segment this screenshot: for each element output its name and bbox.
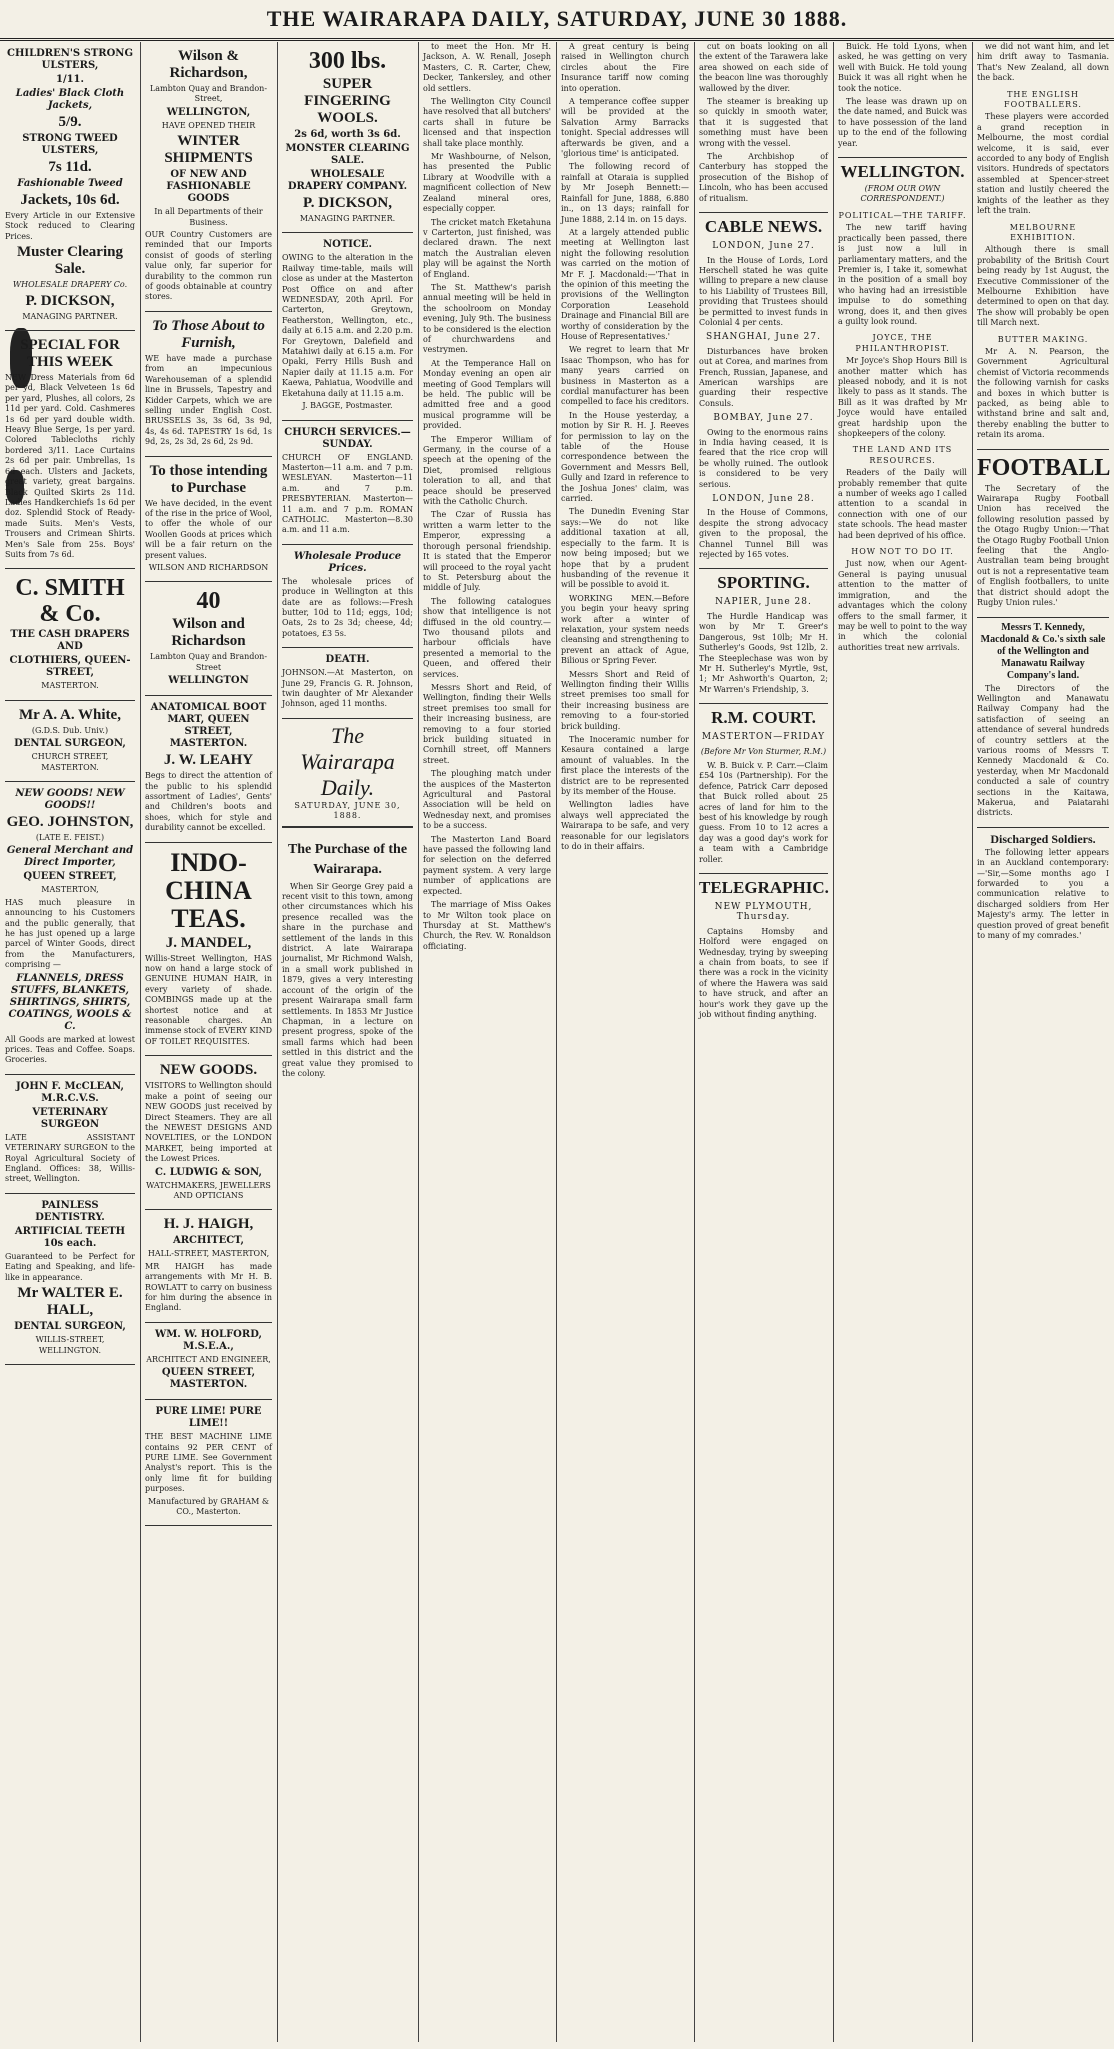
- section-heading-cable: CABLE NEWS.: [699, 212, 828, 237]
- article-paragraph: The Hurdle Handicap was won by Mr T. Greer's Dangerous, 9st 10lb; Mr H. Sutherley's Goods, 9st 12lb, 2. The Steeplechase was won by Mr H. Sutherley's Myrtle, 9st, 1; Mr Ashworth's Quarton, 2; Mr Warren's Friendship, 3.: [699, 611, 828, 694]
- article-paragraph: WORKING MEN.—Before you begin your heavy spring work after a winter of relaxation, your system needs cleansing and strengthening to prevent an attack of Ague, Bilious or Spring Fever.: [561, 593, 689, 666]
- article-paragraph: Messrs Short and Reid of Wellington finding their Willis street premises too small for their increasing business are removing to a four-storied brick building.: [561, 669, 689, 731]
- ad-line: QUEEN STREET,: [23, 871, 117, 883]
- ad-leahy: [145, 696, 272, 842]
- ad-line: CHURCH STREET, MASTERTON.: [31, 752, 109, 772]
- article-paragraph: The Secretary of the Wairarapa Rugby Football Union has received the following resolution passed by the Otago Rugby Union:—'That the Otago Rugby Football Union feeling that the Anglo-Australian team being brought out is not a representative team of English footballers, to unite that district should adopt the Rugby Union rules.': [977, 483, 1109, 608]
- ad-name: J. W. LEAHY: [163, 752, 254, 769]
- ad-body: CHURCH OF ENGLAND. Masterton—11 a.m. and 7 p.m. WESLEYAN. Masterton—11 a.m. and 7 p.m. PRESBYTERIAN. Masterton—11 a.m. and 7 p.m. ROMAN CATHOLIC. Masterton—8.30 a.m. and 11 a.m.: [282, 452, 413, 535]
- dateline: SHANGHAI, June 27.: [706, 332, 821, 343]
- ad-line: HAVE OPENED THEIR: [161, 120, 256, 130]
- ad-body: LATE ASSISTANT VETERINARY SURGEON to the Royal Agricultural Society of England. Offices: 38, Willis-street, Wellington.: [5, 1132, 135, 1184]
- column-4: [418, 42, 556, 2042]
- subsection-heading: JOYCE, THE PHILANTHROPIST.: [855, 333, 950, 353]
- article-paragraph: Owing to the enormous rains in India having ceased, it is feared that the rice crop will be wholly ruined. The outlook is considered to be very serious.: [699, 427, 828, 489]
- ad-name: H. J. HAIGH,: [163, 1216, 254, 1233]
- article-paragraph: The St. Matthew's parish annual meeting will be held in the schoolroom on Monday evening, July 9th. The business to be considered is the election of churchwardens and vestrymen.: [423, 282, 551, 355]
- price: Jackets, 10s 6d.: [20, 192, 120, 208]
- ad-addr: QUEEN STREET, MASTERTON.: [161, 1367, 256, 1391]
- ad-body: OUR Country Customers are reminded that our Imports consist of goods of sterling value only, far superior for durability to the common run of goods obtainable at country stores.: [145, 230, 272, 302]
- section-heading-sporting: SPORTING.: [699, 568, 828, 593]
- ad-title: CHILDREN'S STRONG ULSTERS,: [7, 48, 133, 71]
- ad-body: HAS much pleasure in announcing to his Customers and the public generally, that he has just opened up a large parcel of Winter Goods, direct from the Manufacturers, comprising —: [5, 897, 135, 970]
- subsection-heading: BUTTER MAKING.: [997, 334, 1089, 344]
- article-paragraph: Buick. He told Lyons, when asked, he was getting on very well with Buick. He told young Buick it was all right when he took the notice.: [838, 42, 967, 93]
- article-paragraph: Captains Homsby and Holford were engaged on Wednesday, trying by sweeping a chain from boats, to see if there was a rock in the vicinity of where the Hawera was said to have struck, and after an hour's work they gave up the job without finding anything.: [699, 926, 828, 1020]
- ad-body: Every Article in our Extensive Stock reduced to Clearing Prices.: [5, 211, 135, 241]
- column-1: [0, 42, 140, 2042]
- ad-role: WATCHMAKERS, JEWELLERS AND OPTICIANS: [146, 1180, 271, 1200]
- court-judge: (Before Mr Von Sturmer, R.M.): [700, 746, 827, 756]
- ad-sale: MONSTER CLEARING SALE.: [285, 143, 410, 166]
- ad-name: P. DICKSON,: [25, 292, 115, 309]
- article-paragraph: The Wellington City Council have resolved that all butchers' carts shall in future be licensed and that inspection shall take place monthly.: [423, 97, 551, 148]
- article-paragraph: The steamer is breaking up so quickly in smooth water, that it is suggested that something must have been wrong with the vessel.: [699, 97, 828, 148]
- ad-big-number: 40: [196, 588, 221, 615]
- ad-name: JOHN F. McCLEAN, M.R.C.V.S.: [15, 1080, 125, 1104]
- section-heading-telegraphic: TELEGRAPHIC.: [699, 873, 828, 898]
- article-paragraph: The Dunedin Evening Star says:—We do not like additional taxation at all, especially to the farm. It is now being imposed; but we hope that by a prudent husbanding of the revenue it will be possible to avoid it.: [561, 507, 689, 590]
- ad-title: SPECIAL FOR THIS WEEK: [20, 337, 120, 371]
- subsection-heading: THE ENGLISH FOOTBALLERS.: [1004, 89, 1082, 110]
- ad-title: CHURCH SERVICES.—SUNDAY.: [284, 426, 411, 450]
- paper-title: The Wairarapa Daily.: [300, 722, 395, 800]
- section-heading-wellington: WELLINGTON.: [838, 157, 967, 182]
- ad-town: WELLINGTON: [168, 675, 249, 687]
- article-paragraph: Mr Joyce's Shop Hours Bill is another matter which has pleased nobody, and it is not likely to pass as it stands. The Bill as it was drafted by Mr Joyce would have entailed great hardship upon the shopkeepers of the colony.: [838, 356, 967, 438]
- leader-body: When Sir George Grey paid a recent visit to this town, among other circumstances which his presence recalled was the share in the purchase and settlement of the lands in this district. A late Wairarapa journalist, Mr Richmond Walsh, in a small work published in 1879, gives a very interesting account of the origin of the present Wairarapa small farm settlements. In 1853 Mr Justice Chapman, in a lecture on present progress, spoke of the small farms which had been settled in this district and the great value they promised to the colony.: [282, 881, 413, 1078]
- ad-title: INDO-CHINA TEAS.: [165, 847, 252, 933]
- article-paragraph: Wellington ladies have always well appreciated the Wairarapa to be safe, and very reasonable for our legislators to do in their affairs.: [561, 800, 689, 852]
- ad-white-dentist: [5, 701, 135, 782]
- ad-name: Wilson and Richardson: [171, 616, 246, 650]
- ad-title: NOTICE.: [322, 239, 373, 251]
- column-5: [556, 42, 694, 2042]
- dateline: NAPIER, June 28.: [715, 597, 812, 608]
- ad-title: To those intending to Purchase: [149, 462, 268, 496]
- ad-line: WINTER SHIPMENTS: [164, 133, 253, 167]
- subsection-heading: MELBOURNE EXHIBITION.: [1009, 222, 1077, 242]
- column-6: [694, 42, 833, 2042]
- notice-death: [282, 648, 413, 719]
- ad-firm: WHOLESALE DRAPERY Co.: [12, 280, 128, 290]
- ad-title: PAINLESS DENTISTRY.: [35, 1199, 105, 1223]
- dateline: NEW PLYMOUTH, Thursday.: [714, 902, 813, 923]
- ad-title: 300 lbs.: [308, 48, 387, 74]
- ad-addr: WILLIS-STREET, WELLINGTON.: [35, 1335, 105, 1355]
- dateline: MASTERTON—FRIDAY: [701, 732, 826, 743]
- article-paragraph: Mr Washbourne, of Nelson, has presented the Public Library at Woodville with a magnificent collection of New Zealand mineral ores, especially copper.: [423, 152, 551, 214]
- ad-line: Fashionable Tweed: [17, 178, 123, 189]
- ad-role: DENTAL SURGEON,: [14, 1321, 126, 1333]
- article-paragraph: Disturbances have broken out at Corea, and marines from French, Russian, Japanese, and American warships are guarding their respective Consuls.: [699, 346, 828, 408]
- article-paragraph: The new tariff having practically been passed, there is just now a lull in parliamentary matters, and the Premier is, I take it, somewhat in the position of a small boy who having had an irresistible impulse to do something wrong, does it, and then gives a guilty look round.: [838, 223, 967, 326]
- ad-role: MANAGING PARTNER.: [22, 311, 118, 321]
- column-2: [140, 42, 277, 2042]
- ad-body: THE BEST MACHINE LIME contains 92 PER CENT of PURE LIME. See Government Analyst's report. This is the only lime fit for building purposes.: [145, 1432, 272, 1494]
- price: 5/9.: [58, 114, 82, 130]
- article-paragraph: The following letter appears in an Auckland contemporary:—'Sir,—Some months ago I forwarded to you a communication relative to discharged soldiers from Her Majesty's army. The letter in question proved of great benefit to many of my comrades.': [977, 847, 1109, 941]
- price: 1/11.: [55, 74, 84, 85]
- ad-name: J. MANDEL,: [165, 934, 252, 951]
- ad-body: JOHNSON.—At Masterton, on June 29, Francis G. R. Johnson, twin daughter of Mr Alexander Johnson, aged 11 months.: [282, 668, 413, 709]
- leader-title: The Purchase of the Wairarapa.: [287, 841, 408, 877]
- ad-sub: (LATE E. FEIST.): [35, 832, 105, 842]
- ad-line: (G.D.S. Dub. Univ.): [31, 725, 109, 735]
- ad-body: NEW Dress Materials from 6d per yd, Black Velveteen 1s 6d per yard, Plushes, all colors, 2s 11d per yard. Cold. Cashmeres 1s 6d per yard double width. Heavy Blue Serge, 1s per yard. Colored Tablecloths richly bordered 3/11. Lace Curtains 2s 6d per pair. Umbrellas, 1s 6d each. Ulsters and Jackets, great variety, great bargains. Black Quilted Skirts 2s 11d. Ladies Handkerchiefs 1s 6d per doz. Splendid Stock of Ready-made Suits. Men's Vests, Trousers and Crimean Shirts. Men's Sale from 25s. Boys' Suits from 7s 6d.: [5, 373, 135, 559]
- ad-addr: Lambton Quay and Brandon-Street: [149, 652, 268, 672]
- subsection-heading: POLITICAL—THE TARIFF.: [838, 210, 967, 220]
- ad-church-services: [282, 421, 413, 545]
- ad-smith: [5, 569, 135, 700]
- article-paragraph: The Inoceramic number for Kesaura contained a large amount of valuables. In the first place the interests of the district are to be represented by its member of the House.: [561, 735, 689, 797]
- subsection-heading: HOW NOT TO DO IT.: [851, 547, 954, 557]
- ad-line: THE CASH DRAPERS AND: [10, 629, 130, 653]
- article-paragraph: In the House of Lords, Lord Herschell stated he was quite willing to prepare a new clause to his Liability of Trustees Bill, providing that Trustees should be permitted to invest funds in Colonial 4 per cents.: [699, 255, 828, 327]
- article-paragraph: These players were accorded a grand reception in Melbourne, the most cordial welcome, it is said, ever accorded to any body of English visitors. Hundreds of spectators assembled at Spencer-street station and lustily cheered the knights of the leather as they left the train.: [977, 112, 1109, 216]
- ad-fingering-wools: [282, 42, 413, 233]
- ad-title: DEATH.: [325, 654, 370, 666]
- section-heading-football: FOOTBALL: [977, 449, 1109, 482]
- ad-new-goods: [145, 1056, 272, 1210]
- section-heading-soldiers: Discharged Soldiers.: [977, 827, 1109, 846]
- ad-list: FLANNELS, DRESS STUFFS, BLANKETS, SHIRTINGS, SHIRTS, COATINGS, WOOLS & C.: [8, 972, 132, 1032]
- ad-line: VETERINARY SURGEON: [32, 1106, 108, 1130]
- article-paragraph: to meet the Hon. Mr H. Jackson, A. W. Renall, Joseph Masters, C. R. Carter, Chew, Decker, Tankersley, and other old settlers.: [423, 42, 551, 93]
- ad-line: MASTERTON,: [41, 885, 99, 895]
- ad-name: Wilson & Richardson,: [169, 48, 248, 81]
- ad-holford: [145, 1323, 272, 1400]
- section-heading-railway: Messrs T. Kennedy, Macdonald & Co.'s sixth sale of the Wellington and Manawatu Railway Company's land.: [977, 617, 1109, 682]
- paper-date: SATURDAY, JUNE 30, 1888.: [294, 800, 401, 821]
- article-paragraph: The marriage of Miss Oakes to Mr Wilton took place on Thursday at St. Matthew's Church, the Rev. W. Ronaldson officiating.: [423, 900, 551, 951]
- ad-name: C. SMITH & Co.: [15, 575, 125, 628]
- ad-line: OF NEW AND FASHIONABLE GOODS: [166, 169, 251, 205]
- ad-haigh: [145, 1210, 272, 1322]
- column-8: [972, 42, 1114, 2042]
- ad-sale: Muster Clearing Sale.: [17, 244, 123, 278]
- masthead-title: THE WAIRARAPA DAILY, SATURDAY, JUNE 30 1888.: [266, 6, 848, 31]
- article-paragraph: The Directors of the Wellington and Manawatu Railway Company had the satisfaction of seeing an attendance of several hundreds of country settlers at the various rooms of Messrs T. Kennedy Macdonald & Co. yesterday, when Mr Macdonald conducted a sale of country sections in the Kaitawa, Makerua, and Paiatarahi districts.: [977, 683, 1109, 818]
- article-paragraph: The following catalogues show that intelligence is not diffused in the old country.—Two thousand pilots and harbour officials have presented a memorial to the Queen, and offered their services.: [423, 596, 551, 679]
- ad-name: C. LUDWIG & SON,: [155, 1166, 262, 1178]
- ad-hall-dentist: [5, 1194, 135, 1365]
- ad-sign: J. BAGGE, Postmaster.: [302, 401, 393, 411]
- ad-body: Willis-Street Wellington, HAS now on hand a large stock of GENUINE HUMAN HAIR, in every variety of shade. COMBINGS made up at the shortest notice and at reasonable charges. An immense stock of EVERY KIND OF TOILET REQUISITES.: [145, 953, 272, 1046]
- article-paragraph: Readers of the Daily will probably remember that quite a number of weeks ago I called attention to a scandal in connection with one of our state schools. The head master had been deprived of his office.: [838, 468, 967, 540]
- dateline: BOMBAY, June 27.: [713, 413, 814, 424]
- ad-body: OWING to the alteration in the Railway time-table, mails will close as under at the Masterton Post Office on and after WEDNESDAY, 20th April. For Carterton, Greytown, Featherston, Wellington, etc., daily at 6.15 a.m. and 2.20 p.m. For Greytown, Dalefield and Matahiwi daily at 6.15 a.m. For Opaki, Ferry Hills Bush and Napier daily at 11.15 a.m. For Kaewa, Pahiatua, Woodville and Eketahuna daily at 11.15 a.m.: [282, 253, 413, 398]
- section-subheading: (FROM OUR OWN CORRESPONDENT.): [860, 184, 945, 204]
- ad-wilson-richardson: [145, 42, 272, 312]
- ad-line: STRONG TWEED ULSTERS,: [22, 133, 118, 156]
- article-paragraph: In the House yesterday, a motion by Sir R. H. J. Reeves for permission to lay on the table of the House correspondence between the Government and Messrs Bell, Gully and Izard in reference to the Joshua Jones' claim, was carried.: [561, 410, 689, 504]
- subsection-heading: THE LAND AND ITS RESOURCES.: [852, 445, 953, 465]
- ad-produce-prices: [282, 545, 413, 648]
- ad-title: To Those About to Furnish,: [152, 317, 265, 351]
- ad-body: VISITORS to Wellington should make a point of seeing our NEW GOODS just received by Direct Steamers. They are all the NEWEST DESIGNS AND NOVELTIES, or the LONDON MARKET, being imported at the Lowest Prices.: [145, 1081, 272, 1164]
- article-paragraph: we did not want him, and let him drift away to Tasmania. That's New Zealand, all down the back.: [977, 42, 1109, 83]
- ad-role: ARCHITECT AND ENGINEER,: [146, 1354, 271, 1364]
- ad-title: PURE LIME! PURE LIME!!: [155, 1406, 262, 1430]
- article-paragraph: At a largely attended public meeting at Wellington last night the following resolution was carried on the motion of Mr F. J. Macdonald:—'That in the opinion of this meeting the provisions of the Wellington Corporation Leasehold Drainage and Financial Bill are worthy of consideration by the House of Representatives.': [561, 227, 689, 341]
- ad-title: ANATOMICAL BOOT MART, QUEEN STREET, MASTERTON.: [150, 702, 267, 750]
- article-paragraph: In the House of Commons, despite the strong advocacy given to the proposal, the Channel Tunnel Bill was rejected by 165 votes.: [699, 508, 828, 560]
- dateline: LONDON, June 28.: [712, 494, 815, 505]
- price: 2s 6d, worth 3s 6d.: [294, 129, 401, 140]
- ad-body: We have decided, in the event of the rise in the price of Wool, to offer the whole of our Woollen Goods at prices which will be a fair return on the present values.: [145, 498, 272, 560]
- ad-body: Guaranteed to be Perfect for Eating and Speaking, and life-like in appearance.: [5, 1251, 135, 1282]
- section-heading-court: R.M. COURT.: [699, 703, 828, 728]
- article-paragraph: W. B. Buick v. P. Carr.—Claim £54 10s (Partnership). For the defence, Patrick Carr deposed that Buick rolled about 25 acres of land for him to the best of his knowledge by rough guess. From 10 to 12 acres a day was a good day's work for a team with a Cambridge roller.: [699, 760, 828, 864]
- ad-indo-china-teas: [145, 843, 272, 1057]
- article-paragraph: The Czar of Russia has written a warm letter to the Emperor, expressing a thorough personal friendship. It is stated that the Emperor will proceed to the royal yacht to St. Petersburg about the middle of July.: [423, 510, 551, 593]
- ad-sub: SUPER FINGERING WOOLS.: [304, 76, 391, 126]
- ad-body: Begs to direct the attention of the public to his splendid assortment of Ladies', Gents' and Children's boots and shoes, which for style and durability cannot be excelled.: [145, 771, 272, 833]
- ad-line: WILSON AND RICHARDSON: [148, 562, 269, 572]
- ad-line: MASTERTON.: [41, 681, 99, 691]
- ad-name: Manufactured by GRAHAM & CO., Masterton.: [147, 1496, 270, 1517]
- ad-body: MR HAIGH has made arrangements with Mr H. B. ROWLATT to carry on business for him during the absence in England.: [145, 1261, 272, 1313]
- column-7: [833, 42, 972, 2042]
- article-paragraph: The Emperor William of Germany, in the course of a speech at the opening of the Diet, promised religious toleration to all, and that peace should be preserved with the Catholic Church.: [423, 434, 551, 507]
- ad-body: WE have made a purchase from an impecunious Warehouseman of a splendid line in Brussels, Tapestry and Kidder Carpets, which we are selling under English Cost. BRUSSELS 3s, 3s 6d, 3s 9d, 4s, 4s 6d. TAPESTRY 1s 6d, 1s 9d, 2s, 2s 3d, 2s 6d, 2s 9d.: [145, 353, 272, 447]
- ad-mcclean: [5, 1075, 135, 1194]
- article-paragraph: A temperance coffee supper will be provided at the Salvation Army Barracks tonight. Special addresses will afterwards be given, and a 'glorious time' is anticipated.: [561, 97, 689, 159]
- ad-line: CLOTHIERS, QUEEN-STREET,: [9, 655, 131, 679]
- article-paragraph: The Archbishop of Canterbury has stopped the prosecution of the Bishop of Lincoln, who has been accused of ritualism.: [699, 152, 828, 203]
- ad-body: The wholesale prices of produce in Wellington at this date are as follows:—Fresh butter, 10d to 11d; eggs, 10d; Oats, 2s to 2s 3d; cheese, 4d; potatoes, £3 5s.: [282, 576, 413, 638]
- article-paragraph: The cricket match Eketahuna v Carterton, just finished, was declared drawn. The next match the Australian eleven play will be against the North of England.: [423, 217, 551, 279]
- article-paragraph: We regret to learn that Mr Isaac Thompson, who has for many years carried on business in Masterton as a cordial manufacturer has been compelled to face his creditors.: [561, 345, 689, 407]
- ad-special-week: [5, 331, 135, 569]
- ad-name: GEO. JOHNSTON,: [6, 813, 134, 830]
- ad-title: NEW GOODS! NEW GOODS!!: [15, 787, 125, 811]
- article-paragraph: Just now, when our Agent-General is paying unusual attention to the matter of immigration, and the advantages which the colony offers to the small farmer, it may be well to point to the way in which the colonial authorities treat new arrivals.: [838, 559, 967, 652]
- article-paragraph: The ploughing match under the auspices of the Masterton Agricultural and Pastoral Association will be held on Wednesday next, and promises to be a success.: [423, 769, 551, 831]
- article-paragraph: Although there is small probability of the British Court being ready by 1st August, the Executive Commissioner of the Melbourne Exhibition have determined to open on that day. The show will probably be open till March next.: [977, 245, 1109, 328]
- ad-role: ARCHITECT,: [172, 1235, 244, 1247]
- article-paragraph: The lease was drawn up on the date named, and Buick was to have possession of the land up to the end of the following year.: [838, 97, 967, 148]
- ad-line: Ladies' Black Cloth Jackets,: [15, 88, 125, 111]
- ad-line: General Merchant and Direct Importer,: [6, 845, 134, 869]
- ad-title: NEW GOODS.: [159, 1062, 258, 1079]
- ad-johnston: [5, 782, 135, 1075]
- article-paragraph: The following record of rainfall at Otaraia is supplied by Mr Joseph Bennett:—Rainfall for June, 1888, 6.880 in., on 13 days; rainfall for June 1888, 2.14 in. on 15 days.: [561, 162, 689, 224]
- article-paragraph: The Masterton Land Board have passed the following land for selection on the deferred payment system. A very large number of applications are expected.: [423, 834, 551, 896]
- ad-title: Wholesale Produce Prices.: [293, 550, 402, 574]
- ad-name: WM. W. HOLFORD, M.S.E.A.,: [154, 1328, 262, 1352]
- ad-addr: Lambton Quay and Brandon-Street,: [149, 84, 268, 104]
- ad-name: P. DICKSON,: [302, 195, 393, 211]
- ad-wilson-40: [145, 582, 272, 696]
- ad-dickson-ulsters: [5, 42, 135, 331]
- ad-name: Mr A. A. White,: [19, 706, 121, 723]
- paper-nameplate: [282, 719, 413, 828]
- ad-line: In all Departments of their Business.: [154, 207, 263, 227]
- ad-firm: WHOLESALE DRAPERY COMPANY.: [287, 169, 408, 192]
- article-paragraph: At the Temperance Hall on Monday evening an open air meeting of Good Templars will be held. The public will be admitted free and a good musical programme will be provided.: [423, 358, 551, 431]
- ad-furnish: [145, 312, 272, 457]
- ad-name: Mr WALTER E. HALL,: [17, 1285, 123, 1319]
- article-paragraph: A great century is being raised in Wellington church circles about the Fire Insurance tariff now coming into operation.: [561, 42, 689, 93]
- masthead: [0, 0, 1114, 41]
- article-paragraph: Messrs Short and Reid, of Wellington, finding their Wells street premises too small for their increasing business, are removing to a four storied brick building situated in Cornhill street, off Manners street.: [423, 682, 551, 765]
- column-3: [277, 42, 418, 2042]
- ad-body: All Goods are marked at lowest prices. Teas and Coffee. Soaps. Groceries.: [5, 1034, 135, 1065]
- ad-line: DENTAL SURGEON,: [14, 738, 126, 750]
- ad-pure-lime: [145, 1400, 272, 1526]
- ad-intending: [145, 457, 272, 583]
- ad-town: WELLINGTON,: [166, 106, 251, 118]
- ad-addr: HALL-STREET, MASTERTON,: [147, 1249, 270, 1259]
- ad-mail-notice: [282, 233, 413, 420]
- article-paragraph: cut on boats looking on all the extent of the Tarawera lake area showed on each side of the beacon line was thoroughly wallowed by the diver.: [699, 42, 828, 93]
- article-paragraph: Mr A. N. Pearson, the Government Agricultural chemist of Victoria recommends the following varnish for casks and boxes in which butter is packed, as being able to withstand brine and salt and, thereby enabling the butter to retain its aroma.: [977, 346, 1109, 440]
- ad-line: ARTIFICIAL TEETH 10s each.: [14, 1225, 126, 1249]
- ad-role: MANAGING PARTNER.: [299, 214, 396, 223]
- dateline: LONDON, June 27.: [712, 241, 815, 252]
- price: 7s 11d.: [48, 159, 92, 175]
